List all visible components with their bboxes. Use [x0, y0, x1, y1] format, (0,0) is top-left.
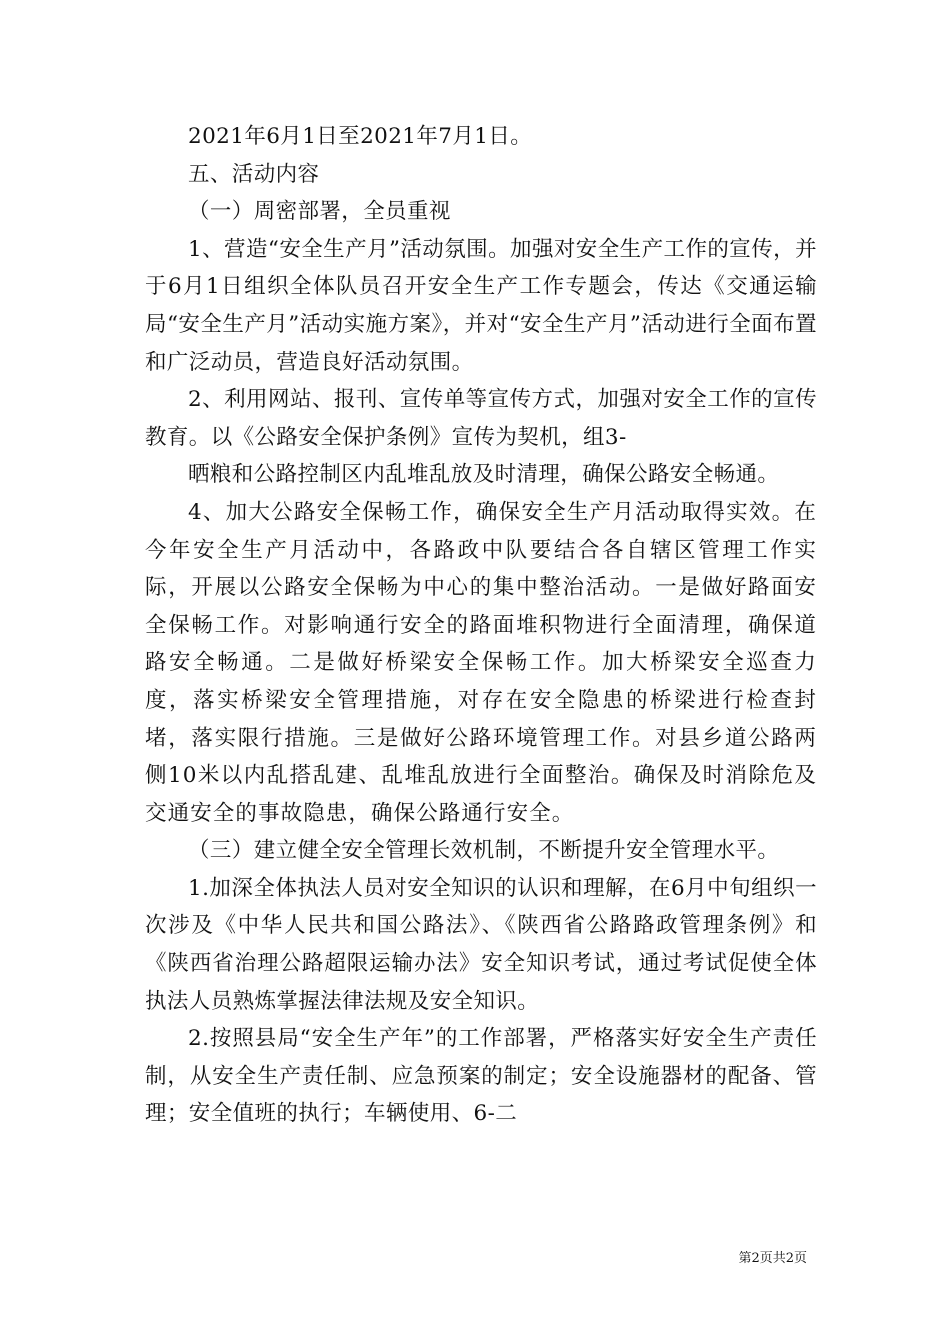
- subsection-heading-deployment: （一）周密部署，全员重视: [188, 199, 451, 225]
- paragraph-continuation: 晒粮和公路控制区内乱堆乱放及时清理，确保公路安全畅通。: [188, 462, 780, 488]
- paragraph-mechanism-1: 1.加深全体执法人员对安全知识的认识和理解，在6月中旬组织一次涉及《中华人民共和国公路法》、《陕西省公路路政管理条例》和《陕西省治理公路超限运输办法》安全知识考试，通过考试促使全体执法人员熟炼掌握法律法规及安全知识。: [145, 875, 817, 1014]
- paragraph-item-2: 2、利用网站、报刊、宣传单等宣传方式，加强对安全工作的宣传教育。以《公路安全保护条例》宣传为契机，组3-: [145, 387, 817, 450]
- document-body: [145, 118, 817, 1133]
- section-heading-activity-content: 五、活动内容: [188, 161, 320, 187]
- paragraph-item-4: 4、加大公路安全保畅工作，确保安全生产月活动取得实效。在今年安全生产月活动中，各路政中队要结合各自辖区管理工作实际，开展以公路安全保畅为中心的集中整治活动。一是做好路面安全保畅工作。对影响通行安全的路面堆积物进行全面清理，确保道路安全畅通。二是做好桥梁安全保畅工作。加大桥梁安全巡查力度，落实桥梁安全管理措施，对存在安全隐患的桥梁进行检查封堵，落实限行措施。三是做好公路环境管理工作。对县乡道公路两侧10米以内乱搭乱建、乱堆乱放进行全面整治。确保及时消除危及交通安全的事故隐患，确保公路通行安全。: [145, 499, 817, 826]
- paragraph-mechanism-2: 2.按照县局“安全生产年”的工作部署，严格落实好安全生产责任制，从安全生产责任制、应急预案的制定；安全设施器材的配备、管理；安全值班的执行；车辆使用、6-二: [145, 1026, 817, 1127]
- paragraph-item-1: 1、营造“安全生产月”活动氛围。加强对安全生产工作的宣传，并于6月1日组织全体队员召开安全生产工作专题会，传达《交通运输局“安全生产月”活动实施方案》，并对“安全生产月”活动进行全面布置和广泛动员，营造良好活动氛围。: [145, 236, 817, 375]
- paragraph-date-range: 2021年6月1日至2021年7月1日。: [188, 124, 533, 149]
- page-number-footer: 第2页共2页: [738, 1251, 807, 1266]
- subsection-heading-mechanism: （三）建立健全安全管理长效机制，不断提升安全管理水平。: [188, 838, 780, 864]
